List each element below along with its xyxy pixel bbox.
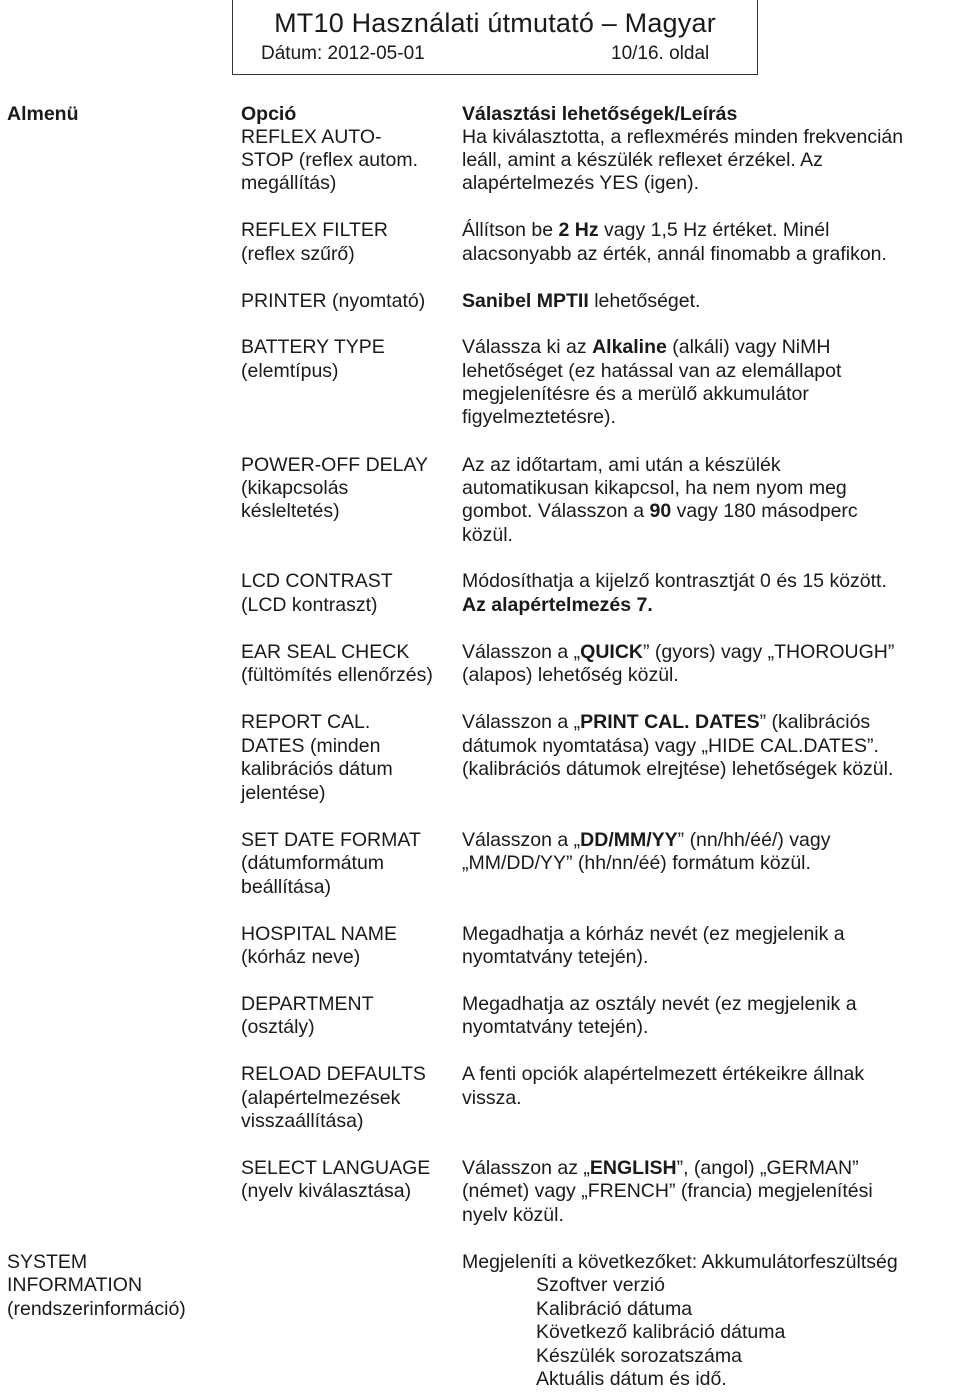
description-set-date-format [462,829,831,853]
page-number: 10/16. oldal [611,43,710,64]
option-reflex-filter: (reflex szűrő) [241,243,355,265]
description-text: Válasszon az „ [462,1157,590,1179]
option-report-cal-dates: kalibrációs dátum [241,758,393,780]
option-select-language: SELECT LANGUAGE [241,1157,431,1179]
description-system-information: Megjeleníti a következőket: Akkumulátorfeszültség [462,1251,898,1273]
option-battery-type: (elemtípus) [241,360,339,382]
system-info-item: Készülék sorozatszáma [536,1345,742,1367]
description-battery-type [462,336,830,360]
description-battery-type: megjelenítésre és a merülő akkumulátor [462,383,809,405]
document-header [232,0,758,75]
option-reflex-autostop: megállítás) [241,172,337,194]
description-reflex-autostop: alapértelmezés YES (igen). [462,172,700,194]
description-power-off-delay: Az az időtartam, ami után a készülék [462,454,781,476]
description-emphasis: PRINT CAL. DATES [580,711,760,733]
description-reload-defaults: A fenti opciók alapértelmezett értékeikre állnak [462,1063,865,1085]
description-set-date-format: „MM/DD/YY” (hh/nn/éé) formátum közül. [462,852,811,874]
description-text: Válasszon a „ [462,829,581,851]
description-printer [462,290,700,314]
description-power-off-delay [462,500,858,524]
option-reload-defaults: (alapértelmezések [241,1087,401,1109]
description-report-cal-dates [462,711,870,735]
description-report-cal-dates: (kalibrációs dátumok elrejtése) lehetőségek közül. [462,758,894,780]
description-text: Válasszon a „ [462,641,581,663]
description-select-language: (német) vagy „FRENCH” (francia) megjelenítési [462,1180,873,1202]
document-date: Dátum: 2012-05-01 [261,43,425,64]
system-info-item: Kalibráció dátuma [536,1298,693,1320]
description-emphasis: ENGLISH [589,1157,677,1179]
option-department: DEPARTMENT [241,993,374,1015]
description-power-off-delay: közül. [462,524,513,546]
option-department: (osztály) [241,1016,315,1038]
option-lcd-contrast: LCD CONTRAST [241,570,393,592]
description-reflex-autostop: leáll, amint a készülék reflexet érzékel. Az [462,149,823,171]
description-text: ” (kalibrációs [759,711,871,733]
option-reload-defaults: RELOAD DEFAULTS [241,1063,426,1085]
document-title: MT10 Használati útmutató – Magyar [274,8,716,38]
option-set-date-format: (dátumformátum [241,852,385,874]
option-set-date-format: beállítása) [241,876,331,898]
description-reflex-filter [462,219,829,243]
option-report-cal-dates: DATES (minden [241,735,381,757]
option-battery-type: BATTERY TYPE [241,336,385,358]
description-text: Válassza ki az [462,336,593,358]
description-battery-type: lehetőséget (ez hatással van az elemállapot [462,360,842,382]
description-power-off-delay: automatikusan kikapcsol, ha nem nyom meg [462,477,847,499]
description-lcd-contrast: Módosíthatja a kijelző kontrasztját 0 és 15 között. [462,570,887,592]
option-reflex-autostop: REFLEX AUTO- [241,126,382,148]
description-hospital-name: nyomtatvány tetején). [462,946,649,968]
description-text: Válasszon a „ [462,711,581,733]
option-reflex-filter: REFLEX FILTER [241,219,389,241]
description-emphasis: Alkaline [592,336,667,358]
description-emphasis: 2 Hz [558,219,599,241]
option-printer: PRINTER (nyomtató) [241,290,426,312]
description-emphasis: QUICK [580,641,643,663]
system-info-item: Szoftver verzió [536,1274,665,1296]
option-power-off-delay: késleltetés) [241,500,340,522]
description-report-cal-dates: dátumok nyomtatása) vagy „HIDE CAL.DATES”. [462,735,879,757]
column-header-submenu: Almenü [7,103,79,125]
description-text: vagy 1,5 Hz értéket. Minél [598,219,830,241]
description-text: (alkáli) vagy NiMH [666,336,831,358]
option-reflex-autostop: STOP (reflex autom. [241,149,419,171]
description-emphasis: DD/MM/YY [580,829,678,851]
description-text: ”, (angol) „GERMAN” [676,1157,859,1179]
description-battery-type: figyelmeztetésre). [462,406,616,428]
description-ear-seal-check: (alapos) lehetőség közül. [462,664,679,686]
description-text: vagy 180 másodperc [671,500,858,522]
description-text: gombot. Válasszon a [462,500,650,522]
option-report-cal-dates: jelentése) [241,782,326,804]
description-reflex-autostop: Ha kiválasztotta, a reflexmérés minden frekvencián [462,126,904,148]
description-reload-defaults: vissza. [462,1087,522,1109]
option-set-date-format: SET DATE FORMAT [241,829,421,851]
option-lcd-contrast: (LCD kontraszt) [241,594,378,616]
description-select-language: nyelv közül. [462,1204,564,1226]
description-text: ” (nn/hh/éé/) vagy [677,829,831,851]
description-ear-seal-check [462,641,894,665]
option-reload-defaults: visszaállítása) [241,1110,364,1132]
description-lcd-contrast-default: Az alapértelmezés 7. [462,594,653,616]
system-info-item: Aktuális dátum és idő. [536,1368,727,1390]
description-department: Megadhatja az osztály nevét (ez megjelenik a [462,993,857,1015]
option-report-cal-dates: REPORT CAL. [241,711,371,733]
description-text: Állítson be [462,219,559,241]
option-ear-seal-check: EAR SEAL CHECK [241,641,410,663]
column-header-description: Választási lehetőségek/Leírás [462,103,738,125]
description-text: lehetőséget. [588,290,701,312]
option-power-off-delay: (kikapcsolás [241,477,349,499]
description-text: ” (gyors) vagy „THOROUGH” [643,641,895,663]
description-emphasis: 90 [649,500,672,522]
option-select-language: (nyelv kiválasztása) [241,1180,412,1202]
column-header-option: Opció [241,103,297,125]
option-power-off-delay: POWER-OFF DELAY [241,454,429,476]
description-select-language [462,1157,859,1181]
option-ear-seal-check: (fültömítés ellenőrzés) [241,664,433,686]
description-department: nyomtatvány tetején). [462,1016,649,1038]
submenu-system-information: INFORMATION [7,1274,143,1296]
description-emphasis: Sanibel MPTII [462,290,589,312]
description-hospital-name: Megadhatja a kórház nevét (ez megjelenik a [462,923,845,945]
submenu-system-information: (rendszerinformáció) [7,1298,186,1320]
system-info-item: Következő kalibráció dátuma [536,1321,786,1343]
description-reflex-filter: alacsonyabb az érték, annál finomabb a grafikon. [462,243,887,265]
option-hospital-name: HOSPITAL NAME [241,923,398,945]
option-hospital-name: (kórház neve) [241,946,361,968]
submenu-system-information: SYSTEM [7,1251,88,1273]
